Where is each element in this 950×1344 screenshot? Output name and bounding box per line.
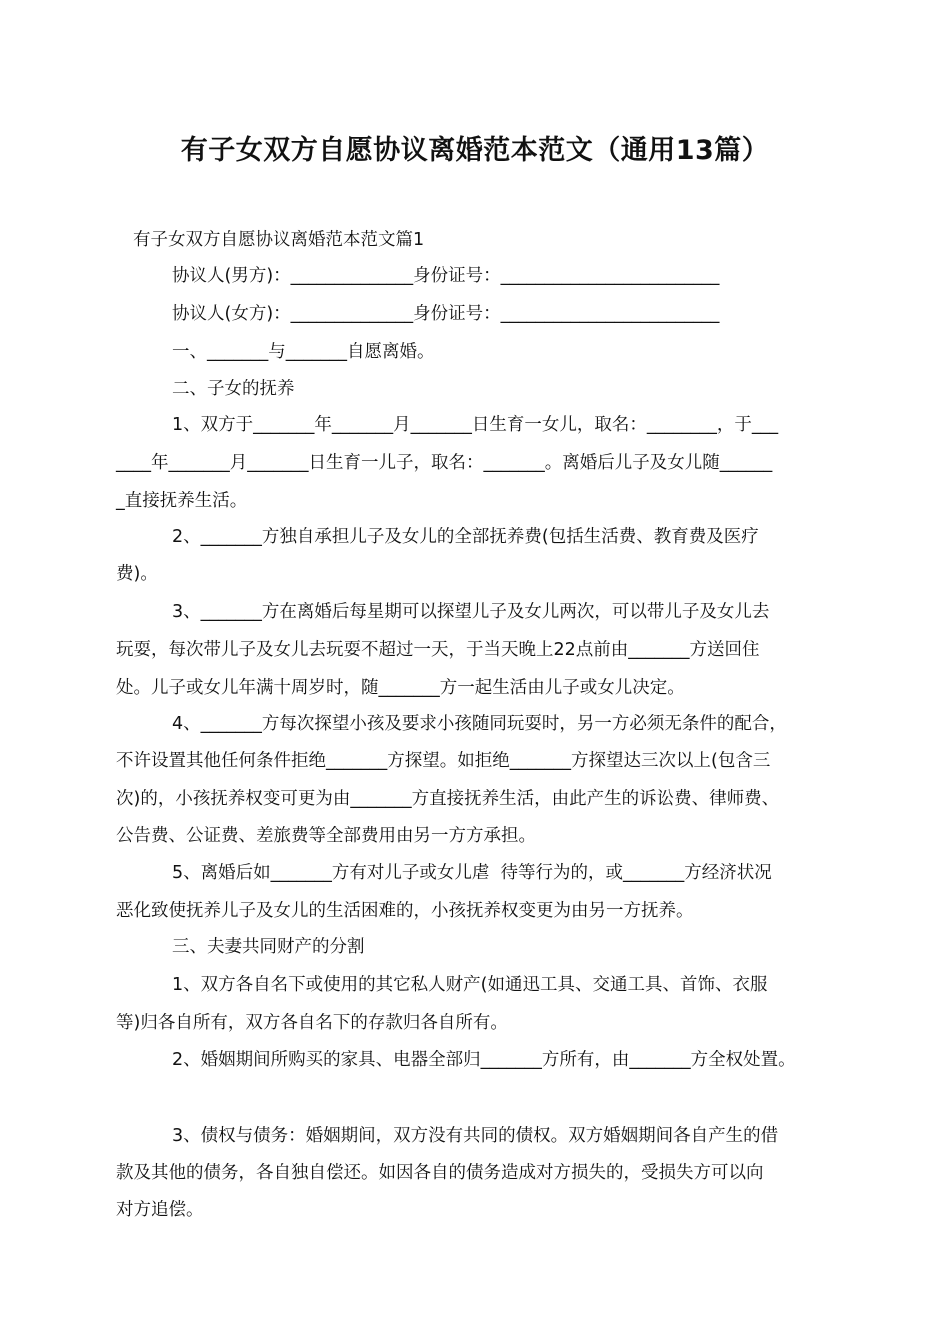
paragraph-2-1-line-2: ____年_______月_______日生育一儿子，取名：_______。离婚后儿子及女儿随______ [116,453,773,473]
paragraph-2-1-line-3: _直接抚养生活。 [116,491,248,511]
party-female-line: 协议人(女方)：______________身份证号：_________________________ [172,304,720,324]
document-title: 有子女双方自愿协议离婚范本范文（通用13篇） [180,135,770,166]
paragraph-2-5-line-1: 5、离婚后如_______方有对儿子或女儿虐 待等行为的，或_______方经济状况 [172,863,772,883]
paragraph-2-3-line-2: 玩耍，每次带儿子及女儿去玩耍不超过一天，于当天晚上22点前由_______方送回住 [116,640,760,660]
paragraph-3-2-line-1: 2、婚姻期间所购买的家具、电器全部归_______方所有，由_______方全权处置。 [172,1050,796,1070]
heading-property-division: 三、夫妻共同财产的分割 [172,937,365,957]
paragraph-2-4-line-2: 不许设置其他任何条件拒绝_______方探望。如拒绝_______方探望达三次以上(包含三 [116,751,771,771]
paragraph-3-1-line-1: 1、双方各自名下或使用的其它私人财产(如通迅工具、交通工具、首饰、衣服 [172,975,768,995]
paragraph-2-4-line-4: 公告费、公证费、差旅费等全部费用由另一方方承担。 [116,826,536,846]
heading-child-custody: 二、子女的抚养 [172,379,295,399]
section-heading: 有子女双方自愿协议离婚范本范文篇1 [133,230,425,250]
paragraph-3-3-line-1: 3、债权与债务：婚姻期间，双方没有共同的债权。双方婚姻期间各自产生的借 [172,1126,779,1146]
paragraph-2-4-line-3: 次)的，小孩抚养权变可更为由_______方直接抚养生活，由此产生的诉讼费、律师费、 [116,789,780,809]
paragraph-2-3-line-1: 3、_______方在离婚后每星期可以探望儿子及女儿两次，可以带儿子及女儿去 [172,602,770,622]
paragraph-2-2-line-2: 费)。 [116,564,158,584]
clause-1: 一、_______与_______自愿离婚。 [172,342,435,362]
paragraph-2-3-line-3: 处。儿子或女儿年满十周岁时，随_______方一起生活由儿子或女儿决定。 [116,678,685,698]
paragraph-3-1-line-2: 等)归各自所有，双方各自名下的存款归各自所有。 [116,1013,508,1033]
paragraph-2-5-line-2: 恶化致使抚养儿子及女儿的生活困难的，小孩抚养权变更为由另一方抚养。 [116,901,694,921]
paragraph-2-4-line-1: 4、_______方每次探望小孩及要求小孩随同玩耍时，另一方必须无条件的配合， [172,714,787,734]
paragraph-3-3-line-2: 款及其他的债务，各自独自偿还。如因各自的债务造成对方损失的，受损失方可以向 [116,1163,764,1183]
paragraph-2-2-line-1: 2、_______方独自承担儿子及女儿的全部抚养费(包括生活费、教育费及医疗 [172,527,759,547]
paragraph-3-3-line-3: 对方追偿。 [116,1200,204,1220]
party-male-line: 协议人(男方)：______________身份证号：_________________________ [172,266,720,286]
paragraph-2-1-line-1: 1、双方于_______年_______月_______日生育一女儿，取名：________，于___ [172,415,779,435]
